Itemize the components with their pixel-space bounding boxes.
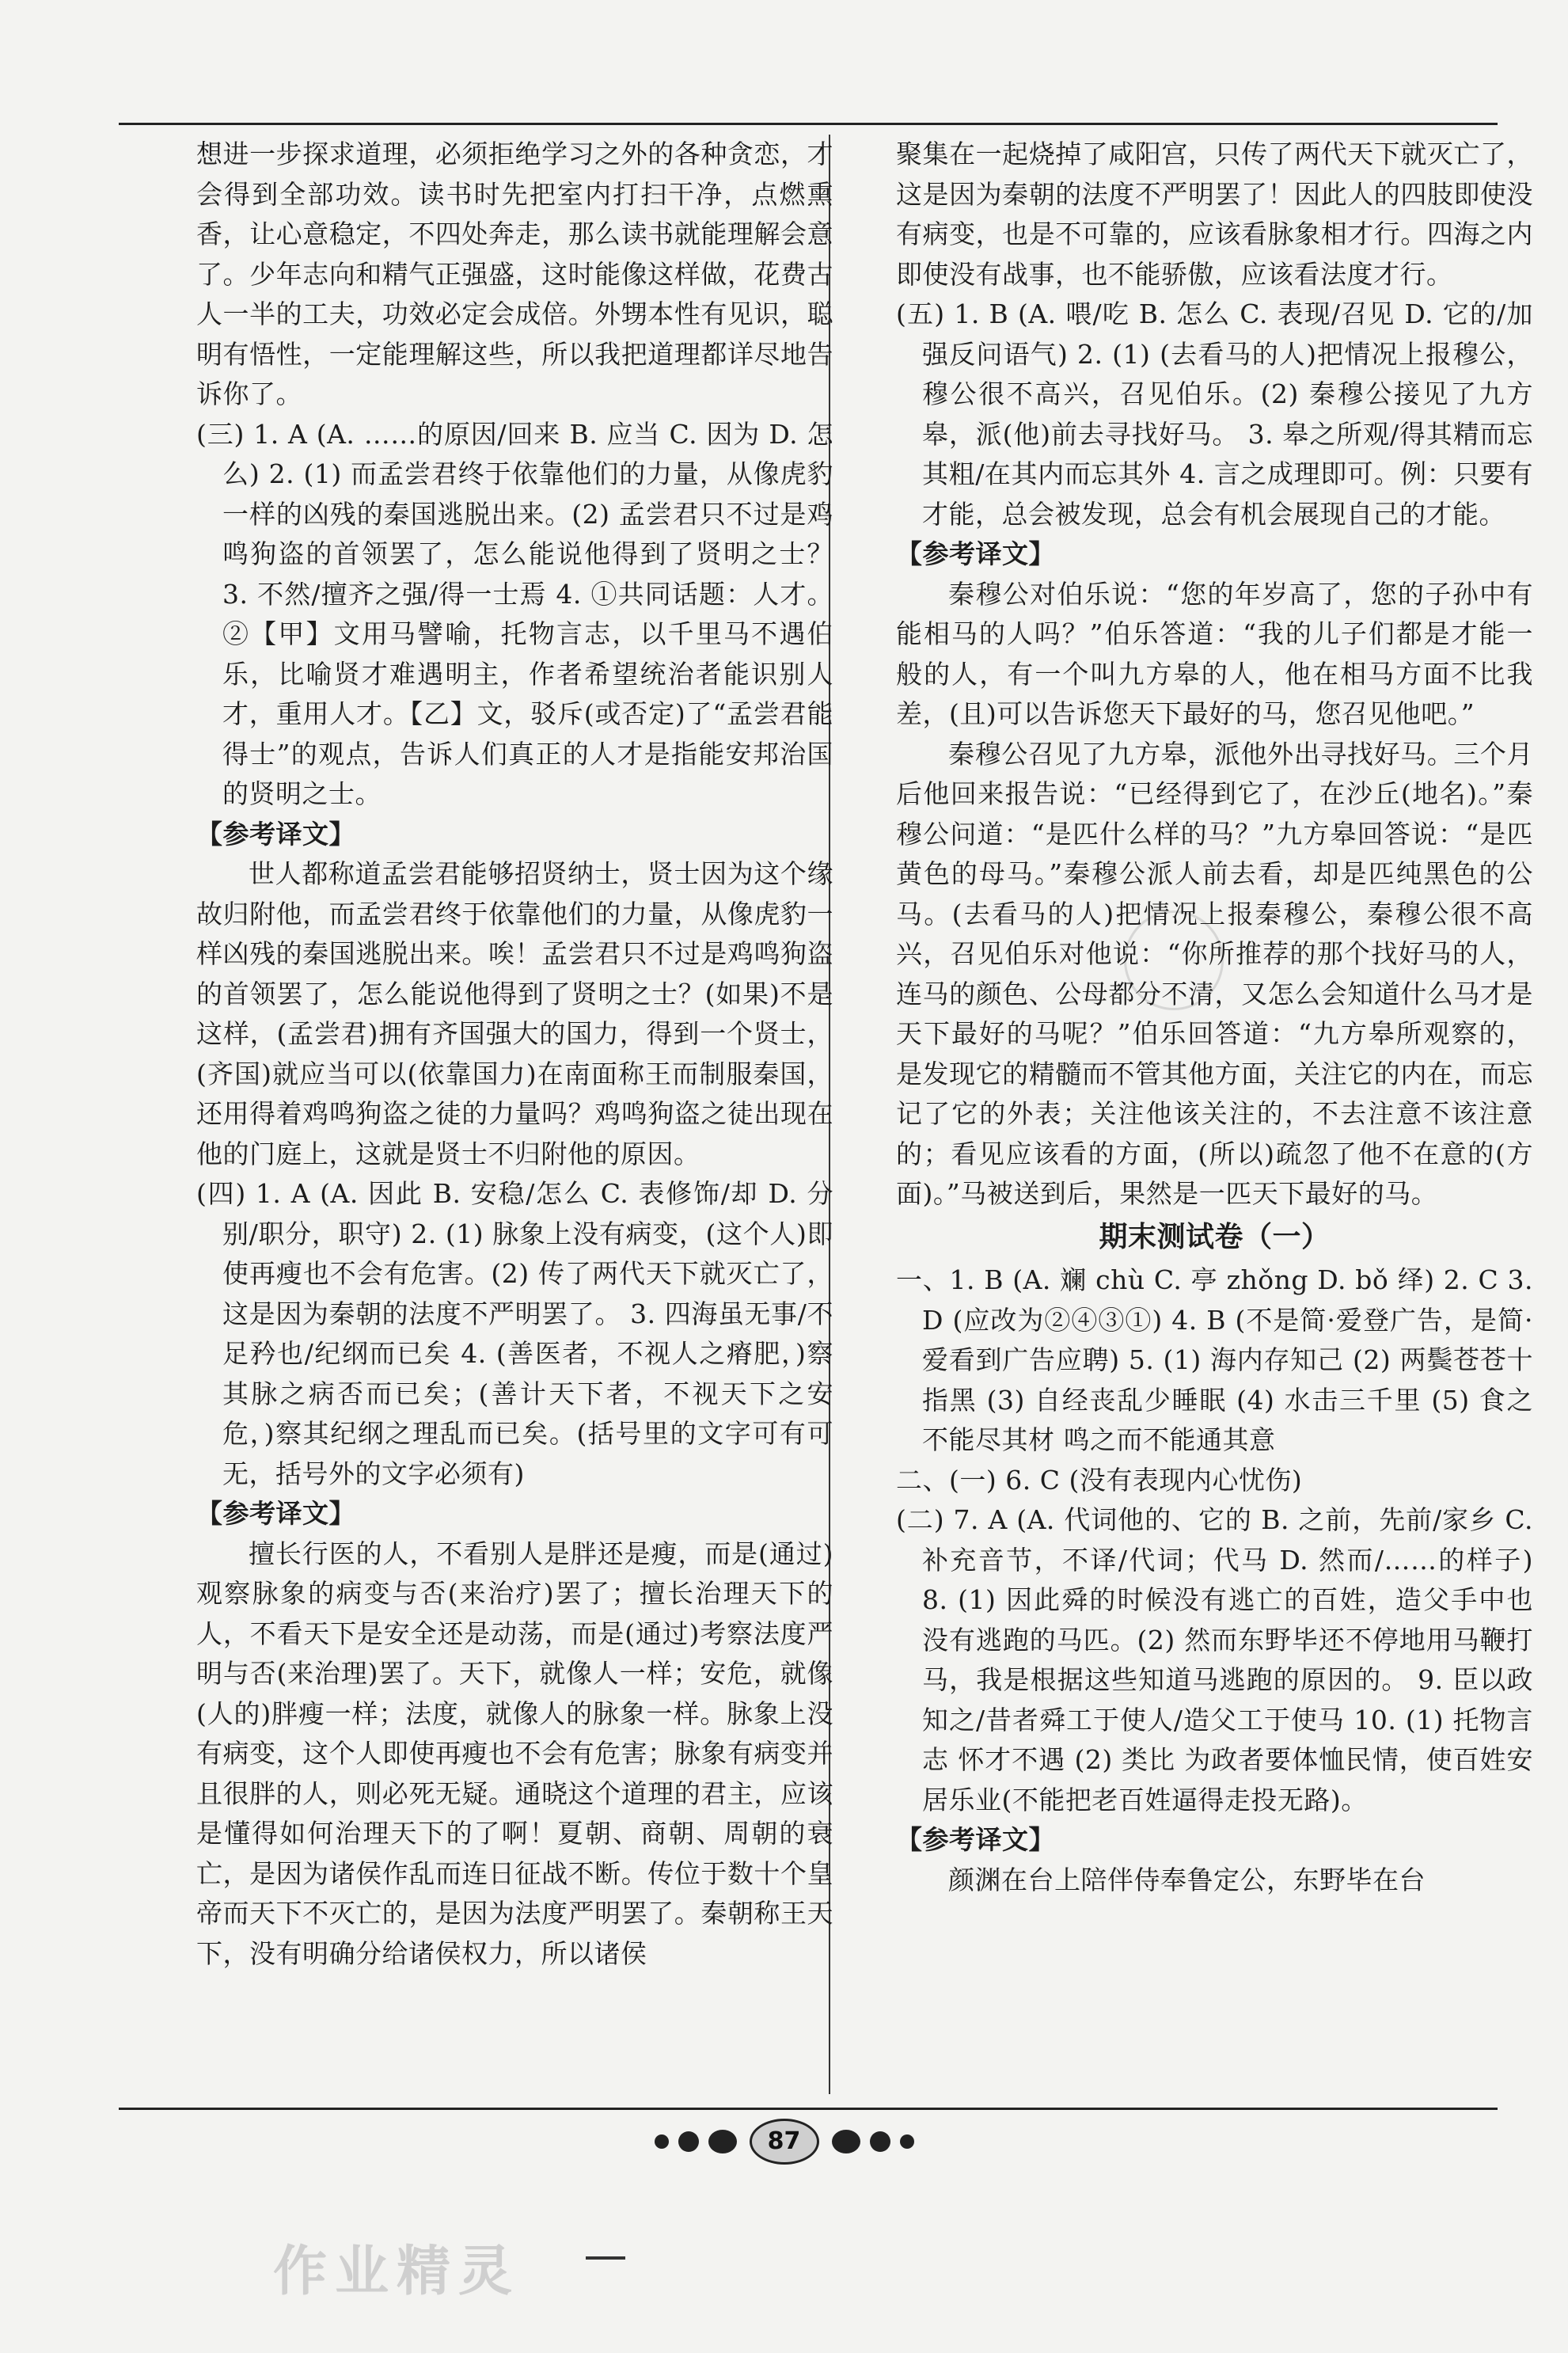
- decor-dot-icon: [655, 2134, 669, 2149]
- translation-paragraph: 擅长行医的人，不看别人是胖还是瘦，而是(通过)观察脉象的病变与否(来治疗)罢了；擅长治理天下的人，不看天下是安全还是动荡，而是(通过)考察法度严明与否(来治理)罢了。天下，就像人一样；安危，就像(人的)胖瘦一样；法度，就像人的脉象一样。脉象上没有病变，这个人即使再瘦也不会有危害；脉象有病变并且很胖的人，则必死无疑。通晓这个道理的君主，应该是懂得如何治理天下的了啊！夏朝、商朝、周朝的衰亡，是因为诸侯作乱而连日征战不断。传位于数十个皇帝而天下不灭亡的，是因为法度严明罢了。秦朝称王天下，没有明确分给诸侯权力，所以诸侯: [196, 1538, 833, 1969]
- paragraph: 聚集在一起烧掉了咸阳宫，只传了两代天下就灭亡了，这是因为秦朝的法度不严明罢了！因此人的四肢即使没有病变，也是不可靠的，应该看脉象相才行。四海之内即使没有战事，也不能骄傲，应该看法度才行。: [896, 139, 1533, 290]
- answer-block-4: (四) 1. A (A. 因此 B. 安稳/怎么 C. 表修饰/却 D. 分别/职分，职守) 2. (1) 脉象上没有病变，(这个人)即使再瘦也不会有危害。(2) 传了两代天下就灭亡了，这是因为秦朝的法度不严明罢了。 3. 四海虽无事/不足矜也/纪纲而已矣 4. (善医者，不视人之瘠肥，)察其脉之病否而已矣；(善计天下者，不视天下之安危，)察其纪纲之理乱而已矣。(括号里的文字可有可无，括号外的文字必须有): [196, 1178, 833, 1489]
- section-heading: 【参考译文】: [896, 538, 1055, 569]
- translation-paragraph: 秦穆公召见了九方皋，派他外出寻找好马。三个月后他回来报告说：“已经得到它了，在沙丘(地名)。”秦穆公问道：“是匹什么样的马？”九方皋回答说：“是匹黄色的母马。”秦穆公派人前去看，却是匹纯黑色的公马。(去看马的人)把情况上报秦穆公，秦穆公很不高兴，召见伯乐对他说：“你所推荐的那个找好马的人，连马的颜色、公母都分不清，又怎么会知道什么马才是天下最好的马呢？”伯乐回答道：“九方皋所观察的，是发现它的精髓而不管其他方面，关注它的内在，而忘记了它的外表；关注他该关注的，不去注意不该注意的；看见应该看的方面，(所以)疏忽了他不在意的(方面)。”马被送到后，果然是一匹天下最好的马。: [896, 738, 1533, 1209]
- decor-dot-icon: [870, 2131, 890, 2152]
- decor-dot-icon: [678, 2131, 699, 2152]
- watermark: 作业精灵: [273, 2241, 521, 2303]
- page-number: 87: [750, 2119, 819, 2165]
- exam-answers-part-2: 二、(一) 6. C (没有表现内心忧伤): [896, 1464, 1303, 1496]
- answer-block-5: (五) 1. B (A. 喂/吃 B. 怎么 C. 表现/召见 D. 它的/加强反问语气) 2. (1) (去看马的人)把情况上报穆公，穆公很不高兴，召见伯乐。(2) 秦穆公接见了九方皋，派(他)前去寻找好马。 3. 皋之所观/得其精而忘其粗/在其内而忘其外 4. 言之成理即可。例：只要有才能，总会被发现，总会有机会展现自己的才能。: [896, 298, 1533, 530]
- translation-paragraph: 世人都称道孟尝君能够招贤纳士，贤士因为这个缘故归附他，而孟尝君终于依靠他们的力量，从像虎豹一样凶残的秦国逃脱出来。唉！孟尝君只不过是鸡鸣狗盗的首领罢了，怎么能说他得到了贤明之士？(如果)不是这样，(孟尝君)拥有齐国强大的国力，得到一个贤士，(齐国)就应当可以(依靠国力)在南面称王而制服秦国，还用得着鸡鸣狗盗之徒的力量吗？鸡鸣狗盗之徒出现在他的门庭上，这就是贤士不归附他的原因。: [196, 858, 833, 1169]
- translation-paragraph: 秦穆公对伯乐说：“您的年岁高了，您的子孙中有能相马的人吗？”伯乐答道：“我的儿子们都是才能一般的人，有一个叫九方皋的人，他在相马方面不比我差，(且)可以告诉您天下最好的马，您召见他吧。”: [896, 578, 1533, 729]
- bottom-dash: [586, 2256, 625, 2260]
- exam-answers-part-1: 一、1. B (A. 斓 chù C. 亭 zhǒng D. bǒ 绎) 2. C 3. D (应改为②④③①) 4. B (不是简·爱登广告，是简·爱看到广告应聘) 5. (1) 海内存知己 (2) 两鬓苍苍十指黑 (3) 自经丧乱少睡眠 (4) 水击三千里 (5) 食之不能尽其材 鸣之而不能通其意: [896, 1264, 1533, 1455]
- exam-title: 期末测试卷（一）: [1099, 1220, 1331, 1253]
- section-heading: 【参考译文】: [196, 818, 355, 850]
- page-footer: [0, 2118, 1568, 2165]
- translation-paragraph: 颜渊在台上陪伴侍奉鲁定公，东野毕在台: [948, 1864, 1426, 1895]
- right-column: [896, 135, 1533, 1900]
- decor-dot-icon: [832, 2130, 860, 2153]
- section-heading: 【参考译文】: [896, 1824, 1055, 1855]
- section-heading: 【参考译文】: [196, 1498, 355, 1529]
- decor-dot-icon: [708, 2130, 737, 2153]
- answer-block-3: (三) 1. A (A. ……的原因/回来 B. 应当 C. 因为 D. 怎么) 2. (1) 而孟尝君终于依靠他们的力量，从像虎豹一样的凶残的秦国逃脱出来。(2) 孟尝君只不过是鸡鸣狗盗的首领罢了，怎么能说他得到了贤明之士？ 3. 不然/擅齐之强/得一士焉 4. ①共同话题：人才。②【甲】文用马譬喻，托物言志，以千里马不遇伯乐，比喻贤才难遇明主，作者希望统治者能识别人才，重用人才。【乙】文，驳斥(或否定)了“孟尝君能得士”的观点，告诉人们真正的人才是指能安邦治国的贤明之士。: [196, 418, 833, 809]
- left-column: [196, 135, 833, 1974]
- paragraph: 想进一步探求道理，必须拒绝学习之外的各种贪恋，才会得到全部功效。读书时先把室内打扫干净，点燃熏香，让心意稳定，不四处奔走，那么读书就能理解会意了。少年志向和精气正强盛，这时能像这样做，花费古人一半的工夫，功效必定会成倍。外甥本性有见识，聪明有悟性，一定能理解这些，所以我把道理都详尽地告诉你了。: [196, 139, 833, 409]
- decor-dot-icon: [900, 2134, 914, 2149]
- exam-answers-part-2b: (二) 7. A (A. 代词他的、它的 B. 之前，先前/家乡 C. 补充音节，不译/代词；代马 D. 然而/……的样子) 8. (1) 因此舜的时候没有逃亡的百姓，造父手中也没有逃跑的马匹。(2) 然而东野毕还不停地用马鞭打马，我是根据这些知道马逃跑的原因的。 9. 臣以政知之/昔者舜工于使人/造父工于使马 10. (1) 托物言志 怀才不遇 (2) 类比 为政者要体恤民情，使百姓安居乐业(不能把老百姓逼得走投无路)。: [896, 1504, 1533, 1815]
